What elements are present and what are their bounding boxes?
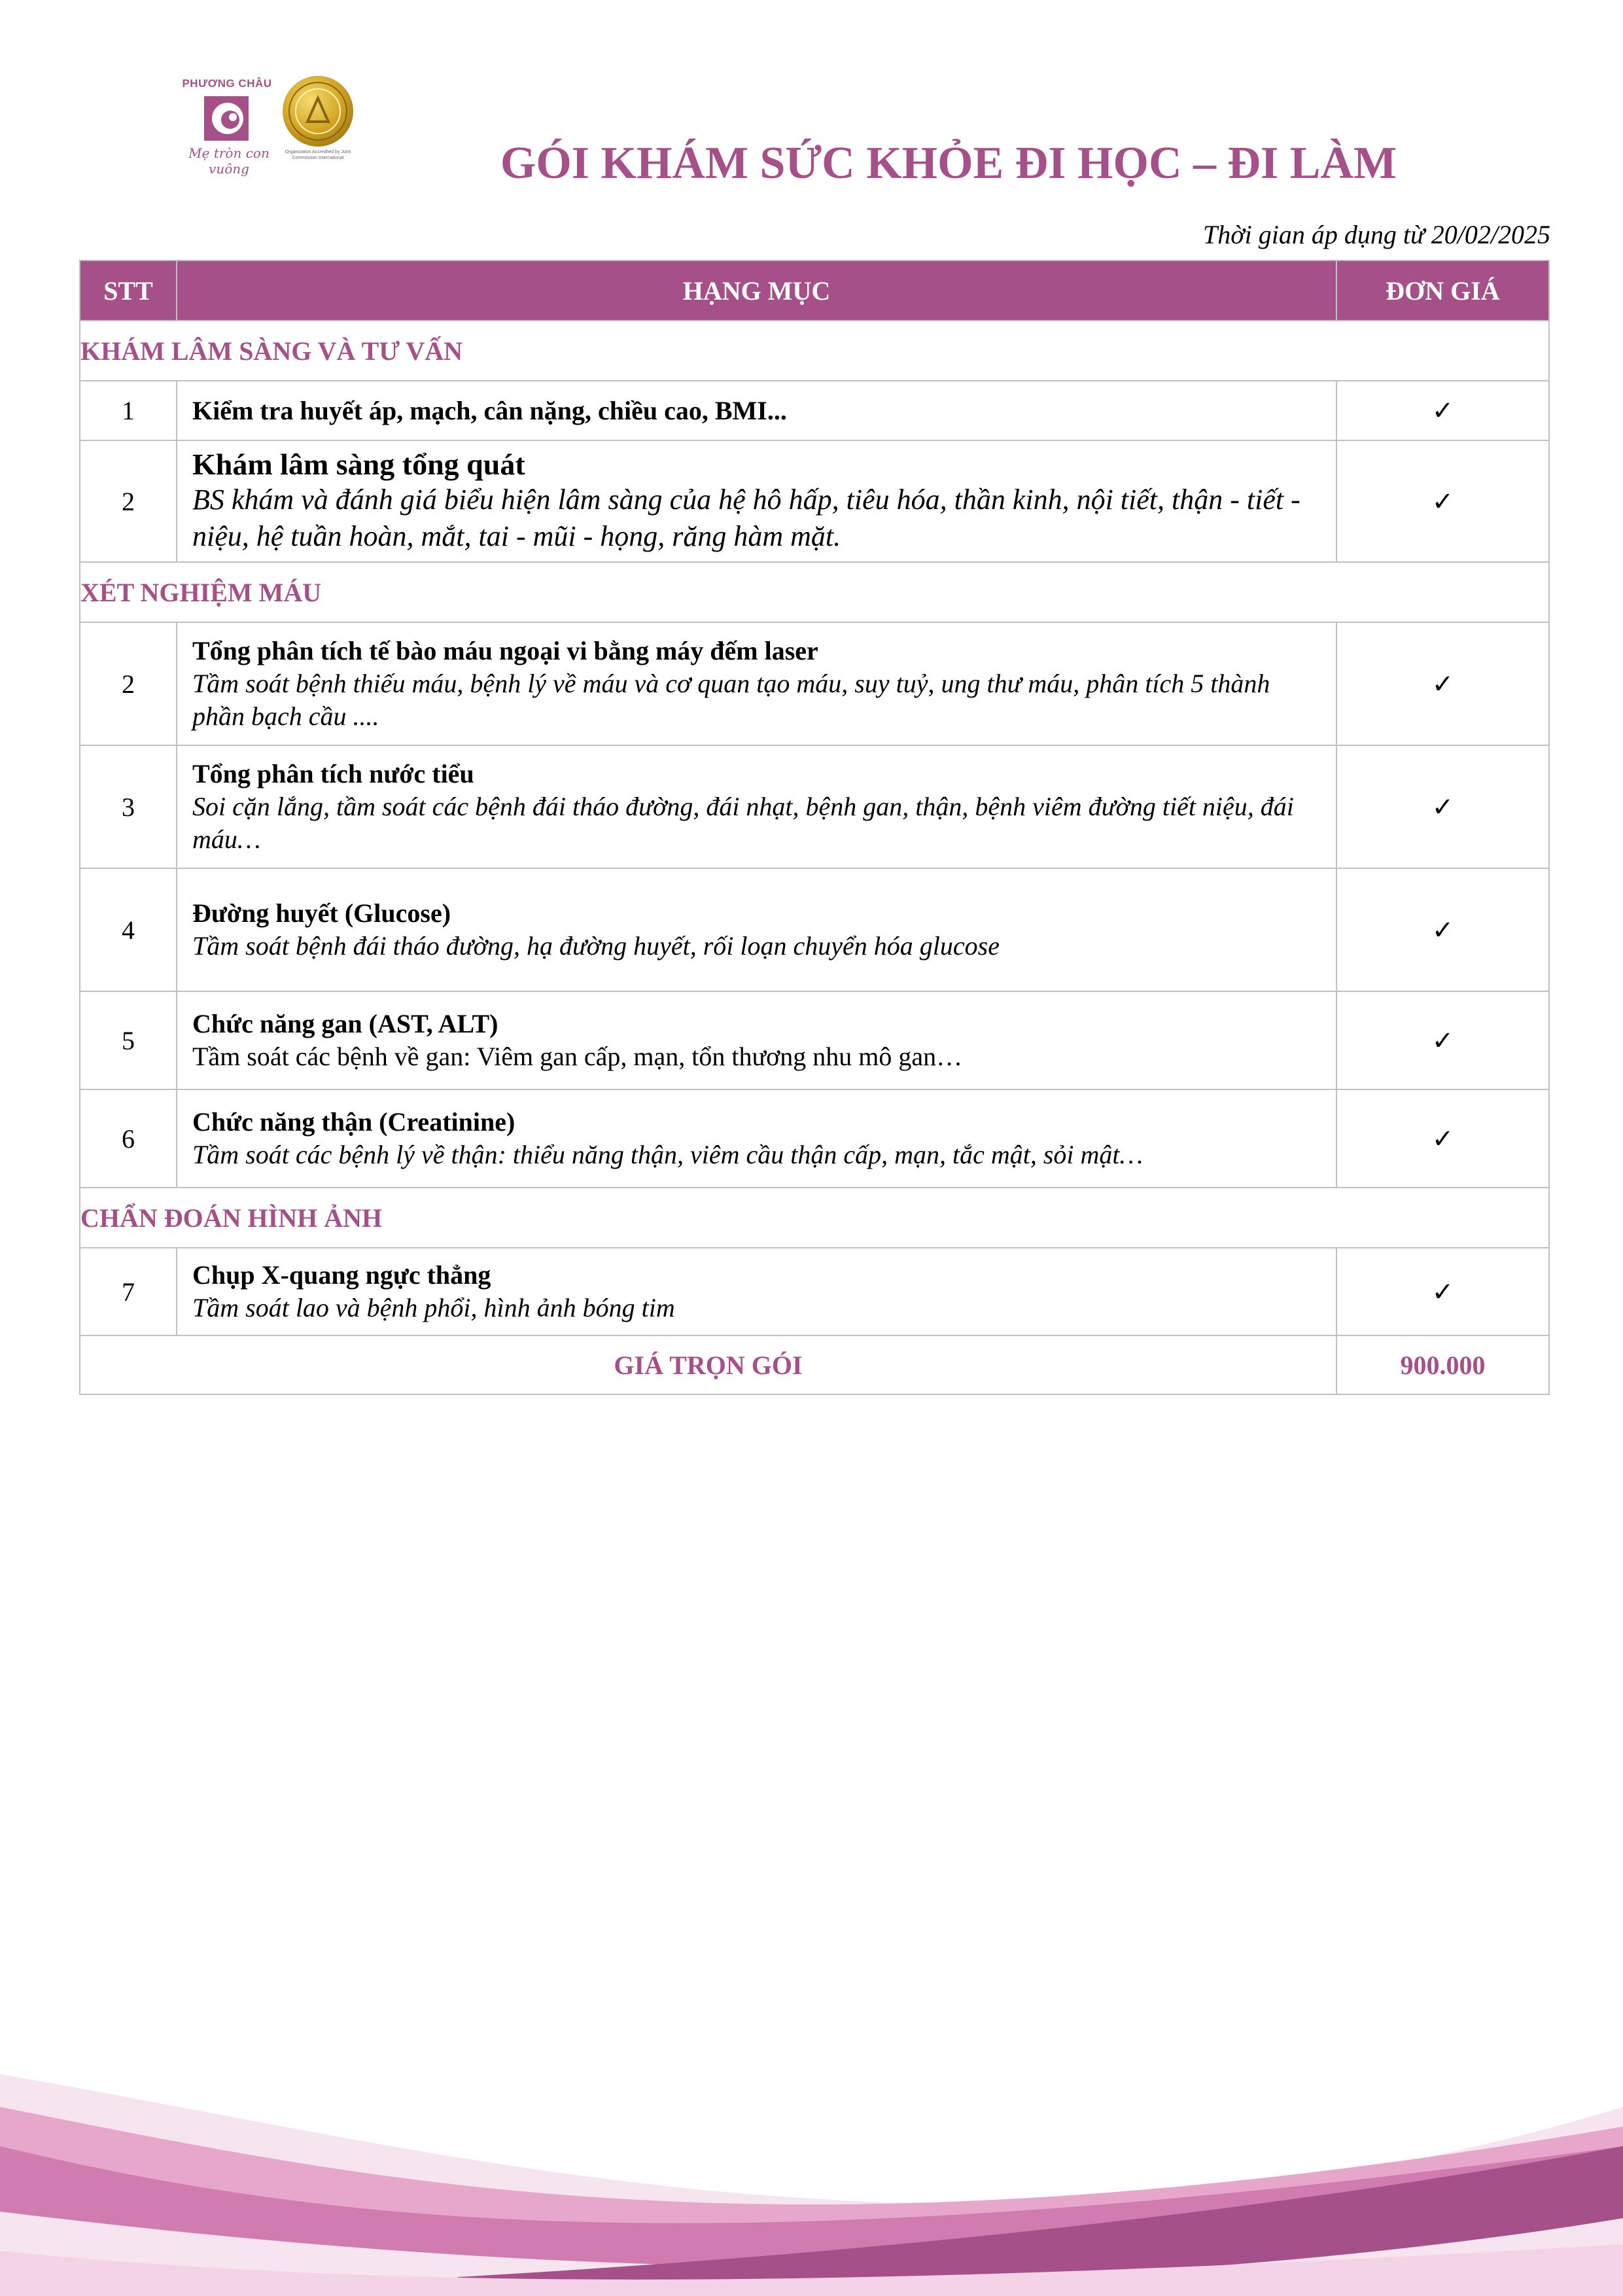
row-item xyxy=(177,440,1336,562)
row-item xyxy=(177,868,1336,991)
check-icon: ✓ xyxy=(1336,440,1549,562)
check-icon: ✓ xyxy=(1336,381,1549,440)
document-title: GÓI KHÁM SỨC KHỎE ĐI HỌC – ĐI LÀM xyxy=(500,138,1397,188)
row-title: Tổng phân tích tế bào máu ngoại vi bằng máy đếm laser xyxy=(192,636,818,665)
row-stt: 3 xyxy=(80,745,177,868)
row-stt: 1 xyxy=(80,381,177,440)
table-header-row xyxy=(80,260,1549,321)
table-row xyxy=(80,381,1549,440)
table-row xyxy=(80,745,1549,868)
header-stt: STT xyxy=(80,260,177,321)
effective-date-note: Thời gian áp dụng từ 20/02/2025 xyxy=(1203,220,1550,249)
row-description: Tầm soát lao và bệnh phổi, hình ảnh bóng tim xyxy=(192,1293,675,1322)
table-row xyxy=(80,440,1549,562)
section-title: XÉT NGHIỆM MÁU xyxy=(80,562,1549,622)
row-title: Chụp X-quang ngực thẳng xyxy=(192,1260,491,1290)
check-icon: ✓ xyxy=(1336,1248,1549,1335)
section-title: KHÁM LÂM SÀNG VÀ TƯ VẤN xyxy=(80,321,1549,381)
seal-caption: Organization Accredited by Joint Commission International xyxy=(285,150,351,160)
row-title: Đường huyết (Glucose) xyxy=(192,898,451,928)
table-row xyxy=(80,1248,1549,1335)
row-item xyxy=(177,745,1336,868)
check-icon: ✓ xyxy=(1336,745,1549,868)
row-title: Tổng phân tích nước tiểu xyxy=(192,759,474,788)
jci-seal-icon xyxy=(281,75,355,148)
check-icon: ✓ xyxy=(1336,1089,1549,1188)
row-description: Tầm soát bệnh thiếu máu, bệnh lý về máu và cơ quan tạo máu, suy tuỷ, ung thư máu, phân tích 5 thành phần bạch cầu .... xyxy=(192,669,1270,731)
section-title: CHẨN ĐOÁN HÌNH ẢNH xyxy=(80,1188,1549,1248)
table-row xyxy=(80,622,1549,745)
row-stt: 5 xyxy=(80,991,177,1089)
logo-brand-text: PHƯƠNG CHÂU xyxy=(182,77,272,90)
row-stt: 6 xyxy=(80,1089,177,1188)
table-row xyxy=(80,991,1549,1089)
row-title: Kiểm tra huyết áp, mạch, cân nặng, chiều cao, BMI... xyxy=(192,395,787,425)
row-title: Chức năng gan (AST, ALT) xyxy=(192,1009,498,1038)
section-row xyxy=(80,562,1549,622)
footer-wave-decoration xyxy=(0,2055,1623,2296)
total-row xyxy=(80,1335,1549,1394)
header-item: HẠNG MỤC xyxy=(177,260,1336,321)
section-row xyxy=(80,1188,1549,1248)
row-stt: 2 xyxy=(80,440,177,562)
row-item xyxy=(177,1089,1336,1188)
logo-slogan: Mẹ tròn con vuông xyxy=(188,145,270,177)
row-description: Soi cặn lắng, tầm soát các bệnh đái tháo đường, đái nhạt, bệnh gan, thận, bệnh viêm đường tiết niệu, đái máu… xyxy=(192,792,1294,854)
total-label: GIÁ TRỌN GÓI xyxy=(80,1335,1336,1394)
row-item xyxy=(177,991,1336,1089)
total-price: 900.000 xyxy=(1336,1335,1549,1394)
row-description: Tầm soát bệnh đái tháo đường, hạ đường huyết, rối loạn chuyển hóa glucose xyxy=(192,931,1000,961)
service-package-table xyxy=(79,260,1550,1395)
check-icon: ✓ xyxy=(1336,991,1549,1089)
check-icon: ✓ xyxy=(1336,622,1549,745)
row-stt: 4 xyxy=(80,868,177,991)
row-stt: 2 xyxy=(80,622,177,745)
table-row xyxy=(80,868,1549,991)
row-stt: 7 xyxy=(80,1248,177,1335)
row-item xyxy=(177,1248,1336,1335)
row-description: Tầm soát các bệnh lý về thận: thiểu năng thận, viêm cầu thận cấp, mạn, tắc mật, sỏi mật… xyxy=(192,1140,1143,1169)
row-description: Tầm soát các bệnh về gan: Viêm gan cấp, mạn, tổn thương nhu mô gan… xyxy=(192,1042,963,1071)
row-title: Chức năng thận (Creatinine) xyxy=(192,1107,515,1137)
row-item xyxy=(177,622,1336,745)
section-row xyxy=(80,321,1549,381)
row-title: Khám lâm sàng tổng quát xyxy=(192,448,525,481)
row-item xyxy=(177,381,1336,440)
table-row xyxy=(80,1089,1549,1188)
header-price: ĐƠN GIÁ xyxy=(1336,260,1549,321)
row-description: BS khám và đánh giá biểu hiện lâm sàng của hệ hô hấp, tiêu hóa, thần kinh, nội tiết, thận - tiết - niệu, hệ tuần hoàn, mắt, tai - mũi - họng, răng hàm mặt. xyxy=(192,484,1300,552)
logo-mother-child-icon xyxy=(203,95,250,142)
check-icon: ✓ xyxy=(1336,868,1549,991)
